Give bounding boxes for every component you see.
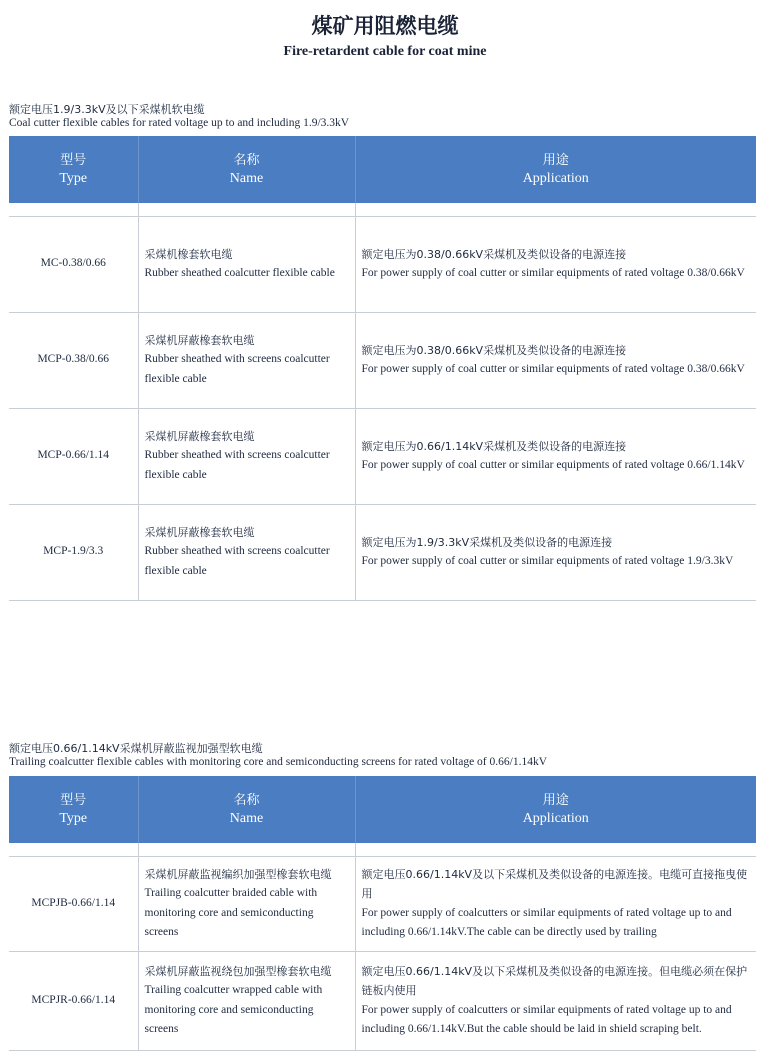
- type-cell: MCP-1.9/3.3: [9, 504, 138, 600]
- name-cell: 采煤机屏蔽橡套软电缆 Rubber sheathed with screens coalcutter flexible cable: [138, 312, 355, 408]
- table-row: [9, 408, 756, 504]
- name-cell: 采煤机橡套软电缆 Rubber sheathed coalcutter flexible cable: [138, 216, 355, 312]
- column-header-name: 名称 Name: [138, 136, 355, 203]
- type-cell: MCPJR-0.66/1.14: [9, 951, 138, 1050]
- spacer-row: [9, 203, 756, 216]
- page-subtitle: Fire-retardent cable for coat mine: [283, 44, 487, 59]
- table-header-row: [9, 136, 756, 203]
- name-cell: 采煤机屏蔽监视绕包加强型橡套软电缆 Trailing coalcutter wrapped cable with monitoring core and semiconducting screens: [138, 951, 355, 1050]
- type-cell: MCP-0.66/1.14: [9, 408, 138, 504]
- name-cell: 采煤机屏蔽监视编织加强型橡套软电缆 Trailing coalcutter braided cable with monitoring core and semiconducting screens: [138, 856, 355, 951]
- type-cell: MCP-0.38/0.66: [9, 312, 138, 408]
- table-row: [9, 216, 756, 312]
- section-2-heading-cn: 额定电压0.66/1.14kV采煤机屏蔽监视加强型软电缆: [9, 742, 263, 755]
- table-header-row: [9, 776, 756, 843]
- page-title: 煤矿用阻燃电缆: [311, 13, 459, 38]
- column-header-application: 用途 Application: [355, 776, 756, 843]
- application-cell: 额定电压0.66/1.14kV及以下采煤机及类似设备的电源连接。但电缆必须在保护链板内使用 For power supply of coalcutters or similar equipments of rated voltage up to and including 0.66/1.14kV.But the cable should be laid in shield scraping belt.: [355, 951, 756, 1050]
- application-cell: 额定电压0.66/1.14kV及以下采煤机及类似设备的电源连接。电缆可直接拖曳使用 For power supply of coalcutters or similar equipments of rated voltage up to and including 0.66/1.14kV.The cable can be directly used by trailing: [355, 856, 756, 951]
- application-cell: 额定电压为0.66/1.14kV采煤机及类似设备的电源连接 For power supply of coal cutter or similar equipments of rated voltage 0.66/1.14kV: [355, 408, 756, 504]
- column-header-name: 名称 Name: [138, 776, 355, 843]
- table-row: [9, 856, 756, 951]
- column-header-application: 用途 Application: [355, 136, 756, 203]
- table-row: [9, 504, 756, 600]
- section-1-heading-en: Coal cutter flexible cables for rated voltage up to and including 1.9/3.3kV: [9, 117, 350, 129]
- type-cell: MC-0.38/0.66: [9, 216, 138, 312]
- application-cell: 额定电压为0.38/0.66kV采煤机及类似设备的电源连接 For power supply of coal cutter or similar equipments of rated voltage 0.38/0.66kV: [355, 216, 756, 312]
- coal-cutter-cable-table: [9, 136, 756, 601]
- spacer-row: [9, 843, 756, 856]
- table-row: [9, 312, 756, 408]
- name-cell: 采煤机屏蔽橡套软电缆 Rubber sheathed with screens coalcutter flexible cable: [138, 504, 355, 600]
- section-2-heading-en: Trailing coalcutter flexible cables with monitoring core and semiconducting screens for rated voltage of 0.66/1.14kV: [9, 756, 548, 768]
- trailing-coalcutter-cable-table: [9, 776, 756, 1051]
- application-cell: 额定电压为0.38/0.66kV采煤机及类似设备的电源连接 For power supply of coal cutter or similar equipments of rated voltage 0.38/0.66kV: [355, 312, 756, 408]
- type-cell: MCPJB-0.66/1.14: [9, 856, 138, 951]
- column-header-type: 型号 Type: [9, 136, 138, 203]
- application-cell: 额定电压为1.9/3.3kV采煤机及类似设备的电源连接 For power supply of coal cutter or similar equipments of rated voltage 1.9/3.3kV: [355, 504, 756, 600]
- table-row: [9, 951, 756, 1050]
- section-1-heading-cn: 额定电压1.9/3.3kV及以下采煤机软电缆: [9, 103, 205, 116]
- column-header-type: 型号 Type: [9, 776, 138, 843]
- name-cell: 采煤机屏蔽橡套软电缆 Rubber sheathed with screens coalcutter flexible cable: [138, 408, 355, 504]
